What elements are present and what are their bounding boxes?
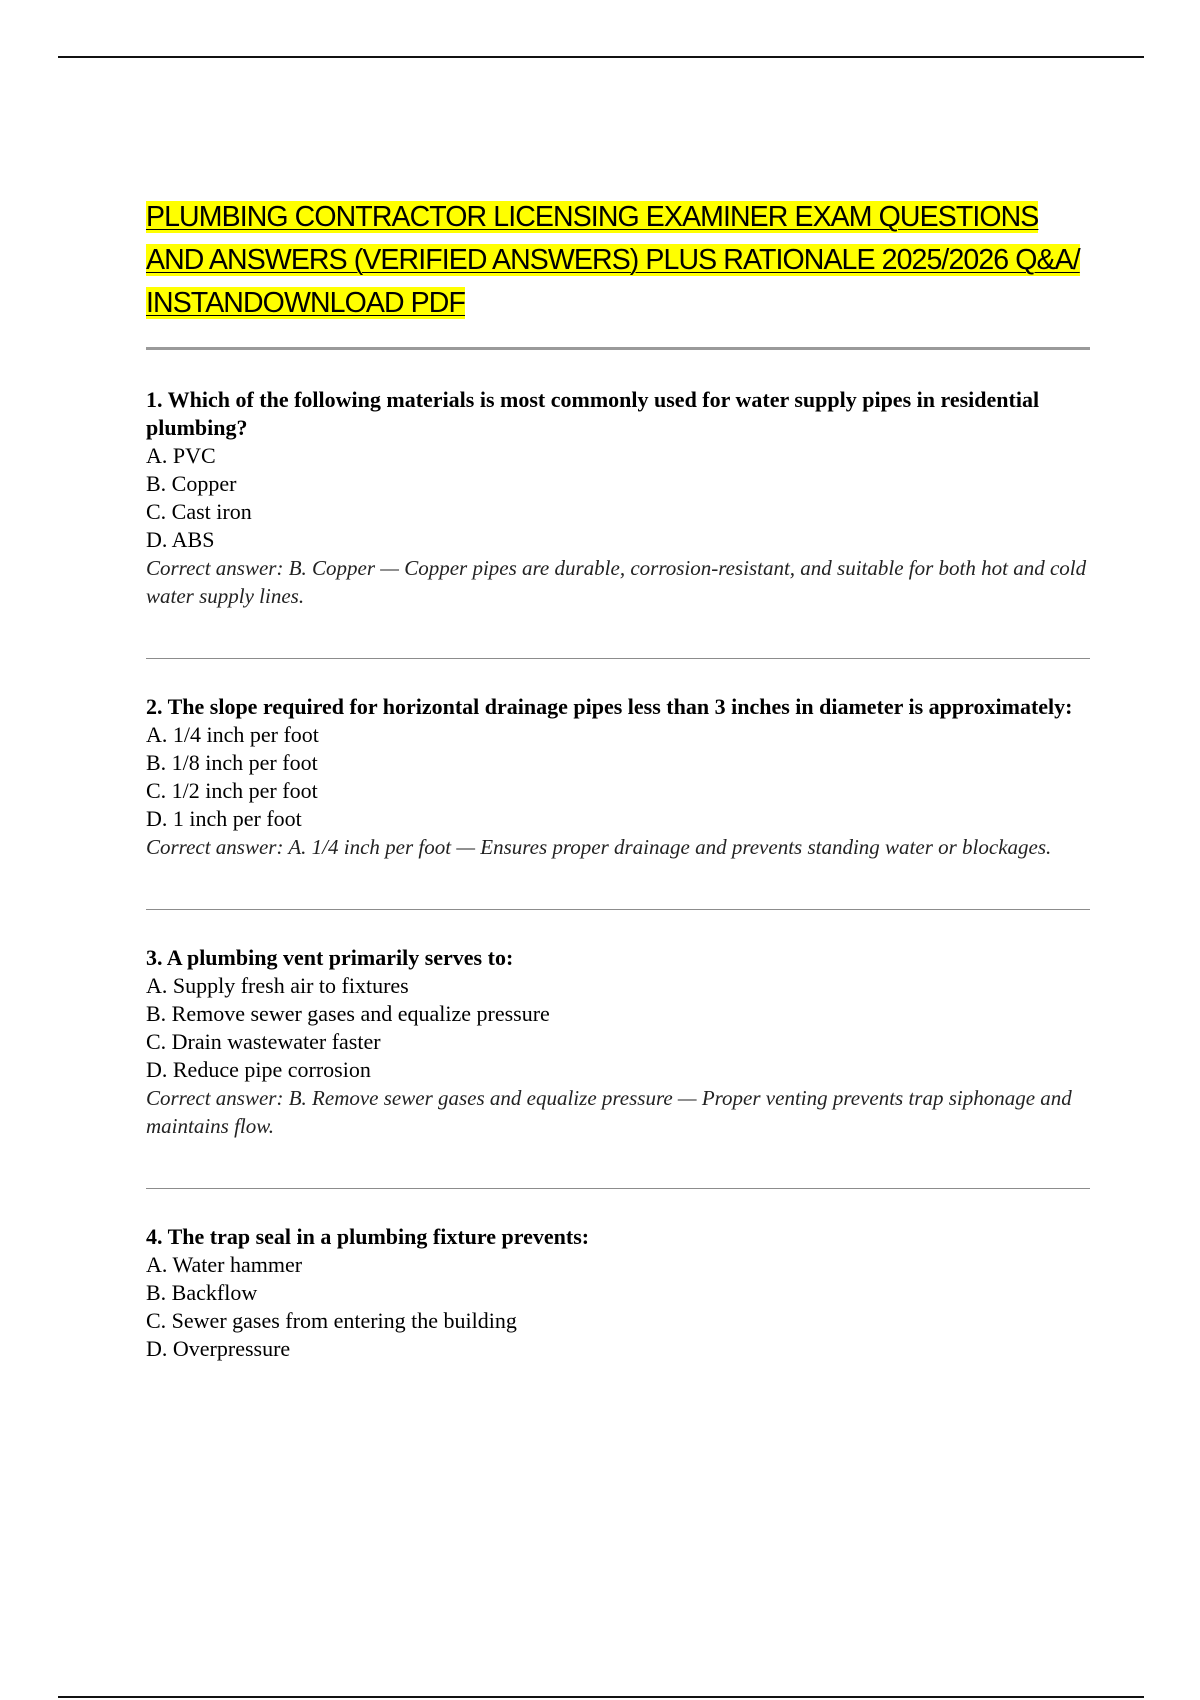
answer-options — [146, 442, 1090, 554]
correct-answer-rationale: Correct answer: B. Remove sewer gases and equalize pressure — Proper venting prevents trap siphonage and maintains flow. — [146, 1086, 1072, 1138]
option-d: D. Overpressure — [146, 1336, 291, 1361]
option-d: D. Reduce pipe corrosion — [146, 1057, 371, 1082]
option-c: C. Sewer gases from entering the building — [146, 1308, 517, 1333]
question-text: 4. The trap seal in a plumbing fixture prevents: — [146, 1224, 590, 1249]
option-d: D. ABS — [146, 527, 215, 552]
question-1 — [146, 386, 1090, 610]
option-b: B. Backflow — [146, 1280, 258, 1305]
answer-options — [146, 721, 1090, 833]
option-a: A. PVC — [146, 443, 216, 468]
correct-answer-rationale: Correct answer: B. Copper — Copper pipes are durable, corrosion-resistant, and suitable for both hot and cold water supply lines. — [146, 556, 1087, 608]
answer-options — [146, 1251, 1090, 1363]
page-header-rule — [58, 56, 1144, 58]
question-divider — [146, 909, 1090, 910]
option-c: C. Drain wastewater faster — [146, 1029, 381, 1054]
question-text: 2. The slope required for horizontal drainage pipes less than 3 inches in diameter is approximately: — [146, 694, 1073, 719]
option-c: C. Cast iron — [146, 499, 252, 524]
question-4 — [146, 1223, 1090, 1363]
question-divider — [146, 1188, 1090, 1189]
option-b: B. 1/8 inch per foot — [146, 750, 318, 775]
question-divider — [146, 658, 1090, 659]
question-2 — [146, 693, 1090, 861]
option-a: A. Water hammer — [146, 1252, 303, 1277]
option-b: B. Copper — [146, 471, 237, 496]
page-footer-rule — [58, 1696, 1144, 1698]
question-text: 3. A plumbing vent primarily serves to: — [146, 945, 514, 970]
option-a: A. Supply fresh air to fixtures — [146, 973, 409, 998]
correct-answer-rationale: Correct answer: A. 1/4 inch per foot — Ensures proper drainage and prevents standing water or blockages. — [146, 835, 1052, 859]
question-3 — [146, 944, 1090, 1140]
question-text: 1. Which of the following materials is most commonly used for water supply pipes in residential plumbing? — [146, 387, 1040, 440]
option-c: C. 1/2 inch per foot — [146, 778, 318, 803]
option-b: B. Remove sewer gases and equalize pressure — [146, 1001, 550, 1026]
title-divider — [146, 347, 1090, 350]
document-title — [146, 196, 1090, 325]
document-body — [146, 196, 1090, 1363]
answer-options — [146, 972, 1090, 1084]
document-title-text: PLUMBING CONTRACTOR LICENSING EXAMINER EXAM QUESTIONS AND ANSWERS (VERIFIED ANSWERS) PLUS RATIONALE 2025/2026 Q&A/ INSTANDOWNLOAD PDF — [146, 201, 1080, 319]
option-d: D. 1 inch per foot — [146, 806, 302, 831]
option-a: A. 1/4 inch per foot — [146, 722, 319, 747]
